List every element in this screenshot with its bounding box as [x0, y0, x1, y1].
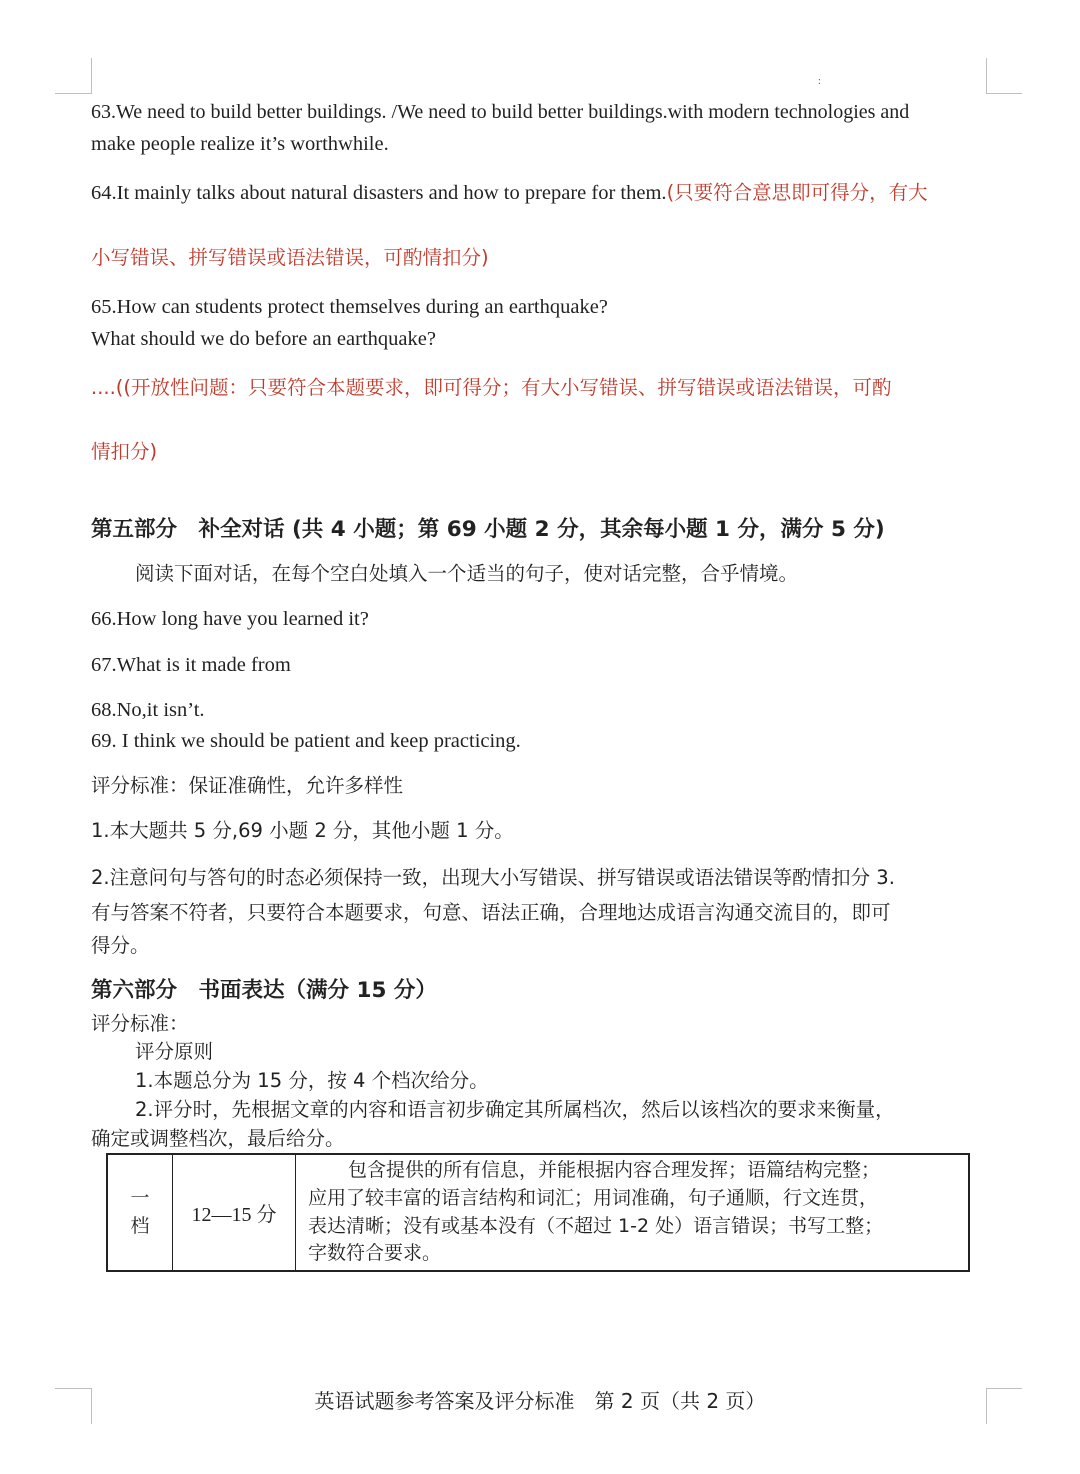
part5-heading: 第五部分 补全对话 (共 4 小题；第 69 小题 2 分，其余每小题 1 分，满分 5 分) — [91, 517, 885, 542]
answer-63-line2: make people realize it’s worthwhile. — [91, 133, 389, 155]
crop-mark-top-right-v — [986, 58, 987, 94]
part6-principle-2-line1: 2.评分时，先根据文章的内容和语言初步确定其所属档次，然后以该档次的要求来衡量， — [135, 1098, 895, 1121]
corner-marker: : — [818, 76, 821, 87]
answer-66: 66.How long have you learned it? — [91, 608, 369, 630]
answer-64-note-b: 小写错误、拼写错误或语法错误，可酌情扣分) — [91, 246, 489, 269]
part5-rule-2-line3: 得分。 — [91, 934, 150, 957]
crop-mark-top-right-h — [986, 93, 1022, 94]
crop-mark-top-left-v — [91, 58, 92, 94]
part6-heading: 第六部分 书面表达（满分 15 分） — [91, 978, 437, 1003]
answer-63-line1: 63.We need to build better buildings. /We need to build better buildings.with modern technologies and — [91, 101, 910, 123]
answer-65-line2: What should we do before an earthquake? — [91, 328, 436, 350]
grade-level-char-2: 档 — [130, 1214, 150, 1237]
answer-65-note-b: 情扣分) — [91, 440, 158, 463]
grade-desc-line-4: 字数符合要求。 — [308, 1242, 442, 1265]
part6-principle-1: 1.本题总分为 15 分，按 4 个档次给分。 — [135, 1069, 489, 1092]
part6-principle: 评分原则 — [135, 1040, 214, 1063]
grade-description-cell — [296, 1154, 970, 1271]
table-row — [107, 1154, 969, 1271]
part6-criteria-label: 评分标准： — [91, 1012, 189, 1035]
page-footer: 英语试题参考答案及评分标准 第 2 页（共 2 页） — [314, 1389, 766, 1413]
grading-table — [106, 1153, 970, 1272]
part5-instruction: 阅读下面对话，在每个空白处填入一个适当的句子，使对话完整，合乎情境。 — [135, 562, 799, 585]
grade-score-cell: 12—15 分 — [173, 1154, 296, 1271]
answer-64-note-a: (只要符合意思即可得分，有大 — [666, 181, 928, 204]
answer-65-note-a: ....((开放性问题：只要符合本题要求，即可得分；有大小写错误、拼写错误或语法错误，可酌 — [91, 376, 892, 399]
part5-criteria-title: 评分标准：保证准确性，允许多样性 — [91, 774, 404, 797]
part5-rule-2-line2: 有与答案不符者，只要符合本题要求，句意、语法正确，合理地达成语言沟通交流目的，即可 — [91, 901, 891, 924]
grade-level-cell — [107, 1154, 173, 1271]
grade-desc-line-1: 包含提供的所有信息，并能根据内容合理发挥；语篇结构完整； — [348, 1159, 881, 1182]
part6-principle-2-line2: 确定或调整档次，最后给分。 — [91, 1127, 345, 1150]
answer-68: 68.No,it isn’t. — [91, 699, 205, 721]
grade-desc-line-3: 表达清晰；没有或基本没有（不超过 1-2 处）语言错误；书写工整； — [308, 1214, 884, 1237]
answer-64-text: 64.It mainly talks about natural disasters and how to prepare for them. — [91, 182, 667, 204]
answer-67: 67.What is it made from — [91, 654, 291, 676]
grade-desc-line-2: 应用了较丰富的语言结构和词汇；用词准确，句子通顺，行文连贯， — [308, 1186, 879, 1209]
crop-mark-top-left-h — [55, 93, 91, 94]
answer-64 — [91, 181, 928, 207]
answer-69: 69. I think we should be patient and keep practicing. — [91, 730, 521, 752]
part5-rule-1: 1.本大题共 5 分,69 小题 2 分，其他小题 1 分。 — [91, 819, 514, 842]
grade-level-char-1: 一 — [130, 1186, 150, 1209]
part5-rule-2-line1: 2.注意问句与答句的时态必须保持一致，出现大小写错误、拼写错误或语法错误等酌情扣分 3. — [91, 866, 895, 889]
answer-65-line1: 65.How can students protect themselves during an earthquake? — [91, 296, 608, 318]
